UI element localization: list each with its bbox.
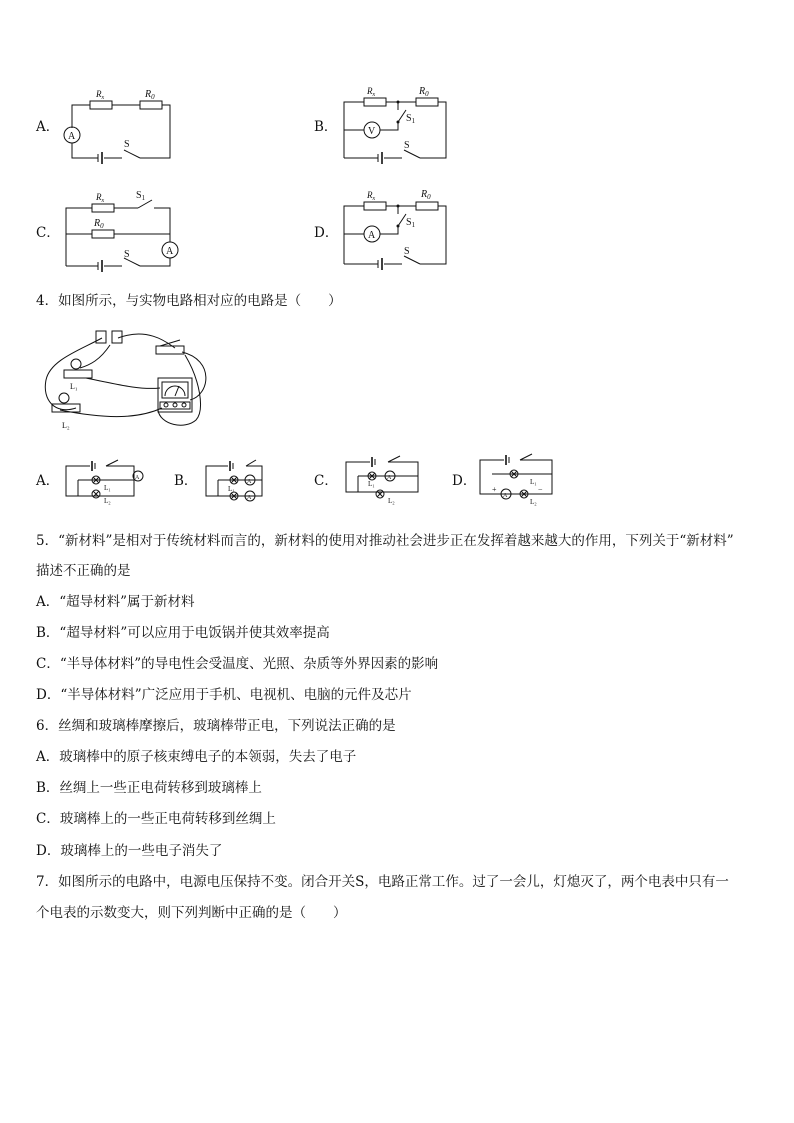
svg-text:−: − [538,485,543,494]
q3-option-d-label: D． [314,225,339,241]
svg-text:A: A [503,493,508,499]
q3-option-a-label: A． [36,119,60,135]
q7-stem-line1: 7．如图所示的电路中，电源电压保持不变。闭合开关S，电路正常工作。过了一会儿，灯熄灭了，两个电表中只有一 [36,874,729,890]
q4-circuit-options [0,0,794,520]
svg-text:R0: $R_0$ [421,189,431,201]
svg-text:L₂: L₂ [104,497,111,505]
svg-text:Rx: $R_x$ [367,86,376,98]
svg-text:L₂: L₂ [388,497,395,505]
q3-option-b-label: B． [314,119,338,135]
svg-text:S: S [124,249,130,260]
q5-option-c: C．“半导体材料”的导电性会受温度、光照、杂质等外界因素的影响 [36,656,439,672]
q5-option-a: A．“超导材料”属于新材料 [36,594,195,610]
q4-option-d-label: D． [452,473,477,489]
q4-circuit-b [206,460,262,501]
q5-stem-line2: 描述不正确的是 [36,563,131,579]
svg-text:L₁: L₁ [70,382,78,391]
q6-option-b: B．丝绸上一些正电荷转移到玻璃棒上 [36,780,262,796]
svg-text:A: A [368,230,376,241]
svg-text:L₁: L₁ [228,485,235,493]
svg-text:V: V [368,126,376,137]
q5-option-b: B．“超导材料”可以应用于电饭锅并使其效率提高 [36,625,330,641]
q5-option-d: D．“半导体材料”广泛应用于手机、电视机、电脑的元件及芯片 [36,687,412,703]
q7-stem-line2: 个电表的示数变大，则下列判断中正确的是（ ） [36,905,347,921]
svg-text:S: S [124,139,130,150]
q4-circuit-c [346,456,418,505]
svg-text:S: S [404,246,410,257]
svg-text:L₁: L₁ [368,480,375,488]
q4-circuit-a [66,460,143,505]
svg-text:R0: $R_0$ [145,89,155,101]
svg-text:L₂: L₂ [530,498,537,506]
q3-option-c-label: C． [36,225,60,241]
q4-option-a-label: A． [36,473,60,489]
svg-text:Rx: $R_x$ [96,89,105,101]
svg-text:A: A [247,495,252,501]
svg-text:Rx: $R_x$ [367,190,376,202]
svg-text:R0: $R_0$ [419,86,429,98]
svg-text:A: A [135,475,140,481]
svg-text:L₂: L₂ [62,421,70,430]
svg-text:A: A [247,479,252,485]
svg-text:S: S [404,140,410,151]
q6-stem: 6．丝绸和玻璃棒摩擦后，玻璃棒带正电，下列说法正确的是 [36,718,396,734]
svg-text:A: A [387,475,392,481]
svg-text:A: A [68,131,76,142]
q6-option-c: C．玻璃棒上的一些正电荷转移到丝绸上 [36,811,276,827]
svg-text:A: A [166,246,174,257]
q4-option-b-label: B． [174,473,198,489]
svg-text:S1: $S_1$ [406,217,416,229]
q4-option-c-label: C． [314,473,338,489]
svg-text:S1: $S_1$ [136,190,146,202]
svg-text:S1: $S_1$ [406,113,416,125]
q6-option-a: A．玻璃棒中的原子核束缚电子的本领弱，失去了电子 [36,749,357,765]
svg-text:+: + [492,485,497,494]
q6-option-d: D．玻璃棒上的一些电子消失了 [36,843,223,859]
svg-text:Rx: $R_x$ [96,192,105,204]
svg-text:L₁: L₁ [530,478,537,486]
q4-circuit-d [480,454,552,506]
svg-text:R0: $R_0$ [94,218,104,230]
q5-stem-line1: 5．“新材料”是相对于传统材料而言的，新材料的使用对推动社会进步正在发挥着越来越大的作用，下列关于“新材料” [36,533,734,549]
q4-stem: 4．如图所示，与实物电路相对应的电路是（ ） [36,293,342,309]
svg-text:L₁: L₁ [104,484,111,492]
